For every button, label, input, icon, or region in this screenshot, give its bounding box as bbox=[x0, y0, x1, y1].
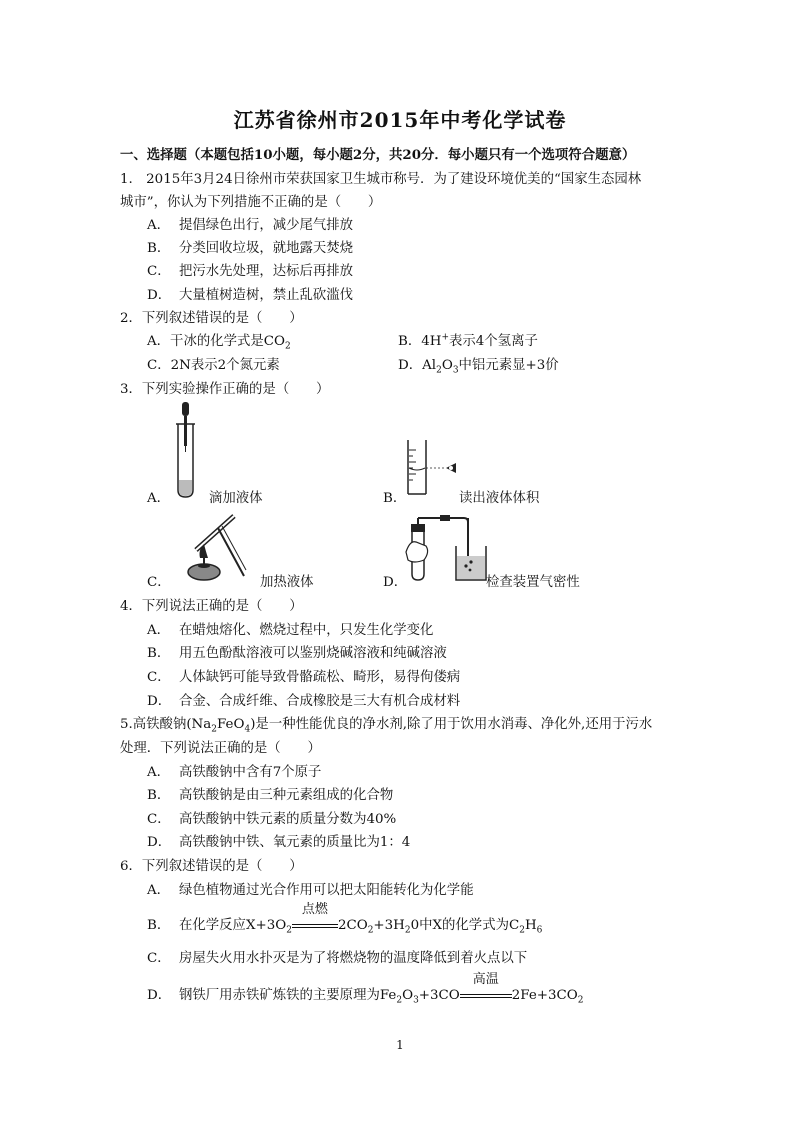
q5-option-b: B． 高铁酸钠是由三种元素组成的化合物 bbox=[147, 788, 394, 803]
reaction-condition-ignite: 点燃 bbox=[292, 917, 338, 935]
q1-line2: 城市”，你认为下列措施不正确的是（ ） bbox=[120, 195, 382, 210]
q3-option-d-label: 检查装置气密性 bbox=[486, 575, 580, 590]
dropper-test-tube-figure bbox=[170, 402, 200, 500]
q6-option-c: C． 房屋失火用水扑灭是为了将燃烧物的温度降低到着火点以下 bbox=[147, 951, 528, 966]
q2-option-b: B．4H+表示4个氢离子 bbox=[398, 332, 538, 349]
q1-line1: 1. 2015年3月24日徐州市荣获国家卫生城市称号．为了建设环境优美的“国家生态园林 bbox=[120, 172, 642, 187]
equals-arrow bbox=[292, 924, 338, 928]
q2-option-d: D．$Al_2O_3$中铝元素显+3价 bbox=[398, 358, 559, 376]
q1-option-c: C． 把污水先处理，达标后再排放 bbox=[147, 264, 354, 279]
q4-option-b: B． 用五色酚酞溶液可以鉴别烧碱溶液和纯碱溶液 bbox=[147, 646, 447, 661]
graduated-cylinder-figure bbox=[402, 438, 462, 496]
q6-option-a: A． 绿色植物通过光合作用可以把太阳能转化为化学能 bbox=[147, 883, 474, 898]
q3-option-b-key: B． bbox=[383, 491, 407, 506]
q4-option-c: C． 人体缺钙可能导致骨骼疏松、畸形，易得佝偻病 bbox=[147, 670, 461, 685]
section-heading: 一、选择题（本题包括10小题，每小题2分，共20分．每小题只有一个选项符合题意） bbox=[120, 147, 636, 163]
q2-option-c: C．2N表示2个氮元素 bbox=[147, 358, 280, 373]
heating-liquid-figure bbox=[178, 510, 250, 582]
q4-option-d: D． 合金、合成纤维、合成橡胶是三大有机合成材料 bbox=[147, 694, 461, 709]
q5-option-d: D． 高铁酸钠中铁、氧元素的质量比为1：4 bbox=[147, 835, 411, 850]
airtightness-check-figure bbox=[404, 512, 490, 584]
page-title: 江苏省徐州市2015年中考化学试卷 bbox=[233, 108, 567, 132]
q5-option-a: A． 高铁酸钠中含有7个原子 bbox=[147, 765, 322, 780]
q6-option-d: D． 钢铁厂用赤铁矿炼铁的主要原理为$Fe_2O_3+3CO$ 高温 $2Fe+3CO_2$ bbox=[147, 972, 584, 1006]
q5-line2: 处理．下列说法正确的是（ ） bbox=[120, 741, 321, 756]
q2-option-a: A．干冰的化学式是$CO_2$ bbox=[147, 334, 291, 352]
q3-option-b-label: 读出液体体积 bbox=[459, 491, 540, 506]
reaction-condition-high-temp: 高温 bbox=[460, 987, 512, 1005]
page-number: 1 bbox=[396, 1038, 404, 1052]
equals-arrow bbox=[460, 994, 512, 998]
q4-stem: 4．下列说法正确的是（ ） bbox=[120, 599, 303, 614]
q3-option-d-key: D． bbox=[383, 575, 408, 590]
q5-line1: 5.高铁酸钠$(Na_2FeO_4)$是一种性能优良的净水剂,除了用于饮用水消毒、净化外,还用于污水 bbox=[120, 717, 653, 735]
q4-option-a: A． 在蜡烛熔化、燃烧过程中，只发生化学变化 bbox=[147, 623, 434, 638]
q1-option-a: A． 提倡绿色出行，减少尾气排放 bbox=[147, 218, 354, 233]
q3-option-a-label: 滴加液体 bbox=[209, 491, 263, 506]
q2-stem: 2．下列叙述错误的是（ ） bbox=[120, 311, 303, 326]
q3-option-c-label: 加热液体 bbox=[260, 575, 314, 590]
q5-option-c: C． 高铁酸钠中铁元素的质量分数为40% bbox=[147, 812, 397, 827]
q1-option-d: D． 大量植树造树，禁止乱砍滥伐 bbox=[147, 288, 354, 303]
q1-option-b: B． 分类回收垃圾，就地露天焚烧 bbox=[147, 241, 354, 256]
q6-option-b: B． 在化学反应$X+3O_2$ 点燃 $2CO_2+3H_20$中X的化学式为$C_2H_6$ bbox=[147, 902, 543, 936]
q6-stem: 6．下列叙述错误的是（ ） bbox=[120, 859, 303, 874]
q3-option-a-key: A． bbox=[147, 491, 171, 506]
q3-option-c-key: C． bbox=[147, 575, 171, 590]
q3-stem: 3．下列实验操作正确的是（ ） bbox=[120, 382, 330, 397]
